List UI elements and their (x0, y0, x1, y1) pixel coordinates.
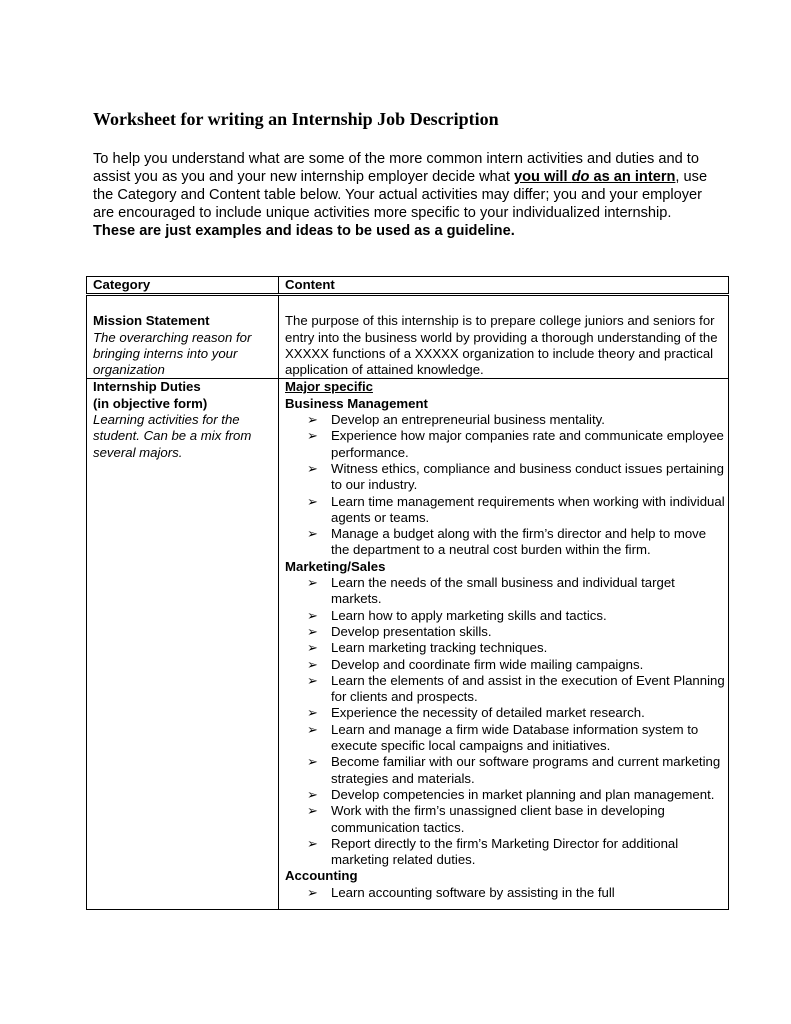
arrowhead-bullet-icon: ➢ (307, 656, 319, 672)
list-item (285, 803, 728, 836)
list-item (285, 526, 728, 559)
arrowhead-bullet-icon: ➢ (307, 640, 319, 656)
arrowhead-bullet-icon: ➢ (307, 705, 319, 721)
page-title: Worksheet for writing an Internship Job Description (93, 109, 499, 129)
cell-spacer (285, 296, 728, 313)
list-item-text: Report directly to the firm’s Marketing Director for additional marketing related duties. (331, 835, 679, 868)
arrowhead-bullet-icon: ➢ (307, 884, 319, 900)
arrowhead-bullet-icon: ➢ (307, 786, 319, 802)
mission-row (87, 295, 729, 379)
list-item (285, 705, 728, 721)
arrowhead-bullet-icon: ➢ (307, 835, 319, 851)
header-category: Category (87, 277, 279, 295)
list-item-text: Work with the firm’s unassigned client base in developing communication tactics. (331, 803, 665, 835)
list-item-text: Develop and coordinate firm wide mailing campaigns. (331, 656, 644, 672)
list-item (285, 836, 728, 869)
list-item (285, 608, 728, 624)
section-heading: Business Management (285, 395, 428, 411)
arrowhead-bullet-icon: ➢ (307, 460, 319, 476)
duties-row (87, 379, 729, 910)
list-item-text: Witness ethics, compliance and business conduct issues pertaining to our industry. (331, 460, 724, 493)
duties-category-cell (87, 379, 279, 910)
list-item-text: Develop an entrepreneurial business mentality. (331, 412, 605, 428)
intro-emphasis (514, 169, 675, 185)
arrowhead-bullet-icon: ➢ (307, 428, 319, 444)
category-content-table (86, 276, 729, 910)
list-item (285, 787, 728, 803)
list-item (285, 412, 728, 428)
list-item-text: Learn accounting software by assisting in the full (331, 884, 615, 900)
list-item-text: Learn marketing tracking techniques. (331, 640, 548, 656)
list-item (285, 722, 728, 755)
list-item-text: Learn and manage a firm wide Database information system to execute specific local campaigns and initiatives. (331, 721, 699, 754)
mission-description: The overarching reason for bringing interns into your organization (93, 329, 252, 378)
mission-content-cell (279, 295, 729, 379)
duties-content-cell (279, 379, 729, 910)
list-item-text: Learn how to apply marketing skills and tactics. (331, 607, 607, 623)
list-item-text: Manage a budget along with the firm’s director and help to move the department to a neutral cost burden within the firm. (331, 526, 707, 558)
arrowhead-bullet-icon: ➢ (307, 754, 319, 770)
duties-subtitle: (in objective form) (93, 395, 208, 411)
list-item (285, 673, 728, 706)
intro-paragraph (93, 150, 713, 240)
list-item (285, 640, 728, 656)
intro-emphasis-c: as an intern (589, 169, 676, 185)
bullet-list (285, 412, 728, 559)
list-item (285, 754, 728, 787)
list-item (285, 494, 728, 527)
intro-emphasis-a: you will (514, 169, 572, 185)
list-item-text: Experience how major companies rate and communicate employee performance. (331, 428, 724, 460)
list-item (285, 575, 728, 608)
duty-sections (285, 396, 728, 901)
list-item-text: Learn the elements of and assist in the execution of Event Planning for clients and prospects. (331, 672, 725, 705)
arrowhead-bullet-icon: ➢ (307, 623, 319, 639)
header-content: Content (279, 277, 729, 295)
list-item (285, 885, 728, 901)
mission-content-text: The purpose of this internship is to prepare college juniors and seniors for entry into the business world by providing a thorough understanding of the XXXXX functions of a XXXXX organization to include theory and practical application of attained knowledge. (285, 313, 718, 378)
arrowhead-bullet-icon: ➢ (307, 526, 319, 542)
list-item-text: Learn the needs of the small business and individual target markets. (331, 575, 675, 607)
arrowhead-bullet-icon: ➢ (307, 672, 319, 688)
section-heading: Accounting (285, 868, 358, 884)
intro-emphasis-do: do (571, 169, 590, 185)
list-item (285, 657, 728, 673)
bullet-list (285, 885, 728, 901)
duties-description: Learning activities for the student. Can be a mix from several majors. (93, 412, 252, 460)
bullet-list (285, 575, 728, 868)
major-specific-heading: Major specific (285, 379, 373, 395)
list-item (285, 428, 728, 461)
arrowhead-bullet-icon: ➢ (307, 493, 319, 509)
arrowhead-bullet-icon: ➢ (307, 412, 319, 428)
list-item-text: Become familiar with our software programs and current marketing strategies and materials. (331, 754, 721, 786)
intro-text-2: , use the Category and Content table below. Your actual activities may differ; you and your employer are encouraged to include unique activities more specific to your individualized internship. (93, 169, 708, 221)
duties-title: Internship Duties (93, 379, 201, 395)
arrowhead-bullet-icon: ➢ (307, 721, 319, 737)
cell-spacer (93, 296, 278, 313)
mission-category-cell (87, 295, 279, 379)
table-header-row (87, 277, 729, 295)
list-item-text: Experience the necessity of detailed market research. (331, 705, 645, 721)
list-item (285, 624, 728, 640)
list-item-text: Learn time management requirements when working with individual agents or teams. (331, 493, 725, 525)
intro-text-1: To help you understand what are some of the more common intern activities and duties and to assist you as you and your new internship employer decide what (93, 151, 699, 185)
arrowhead-bullet-icon: ➢ (307, 607, 319, 623)
arrowhead-bullet-icon: ➢ (307, 803, 319, 819)
section-heading: Marketing/Sales (285, 558, 386, 574)
list-item-text: Develop competencies in market planning and plan management. (331, 786, 715, 802)
list-item-text: Develop presentation skills. (331, 623, 492, 639)
intro-bold-guideline: These are just examples and ideas to be used as a guideline. (93, 223, 515, 239)
list-item (285, 461, 728, 494)
mission-title: Mission Statement (93, 313, 210, 329)
arrowhead-bullet-icon: ➢ (307, 575, 319, 591)
